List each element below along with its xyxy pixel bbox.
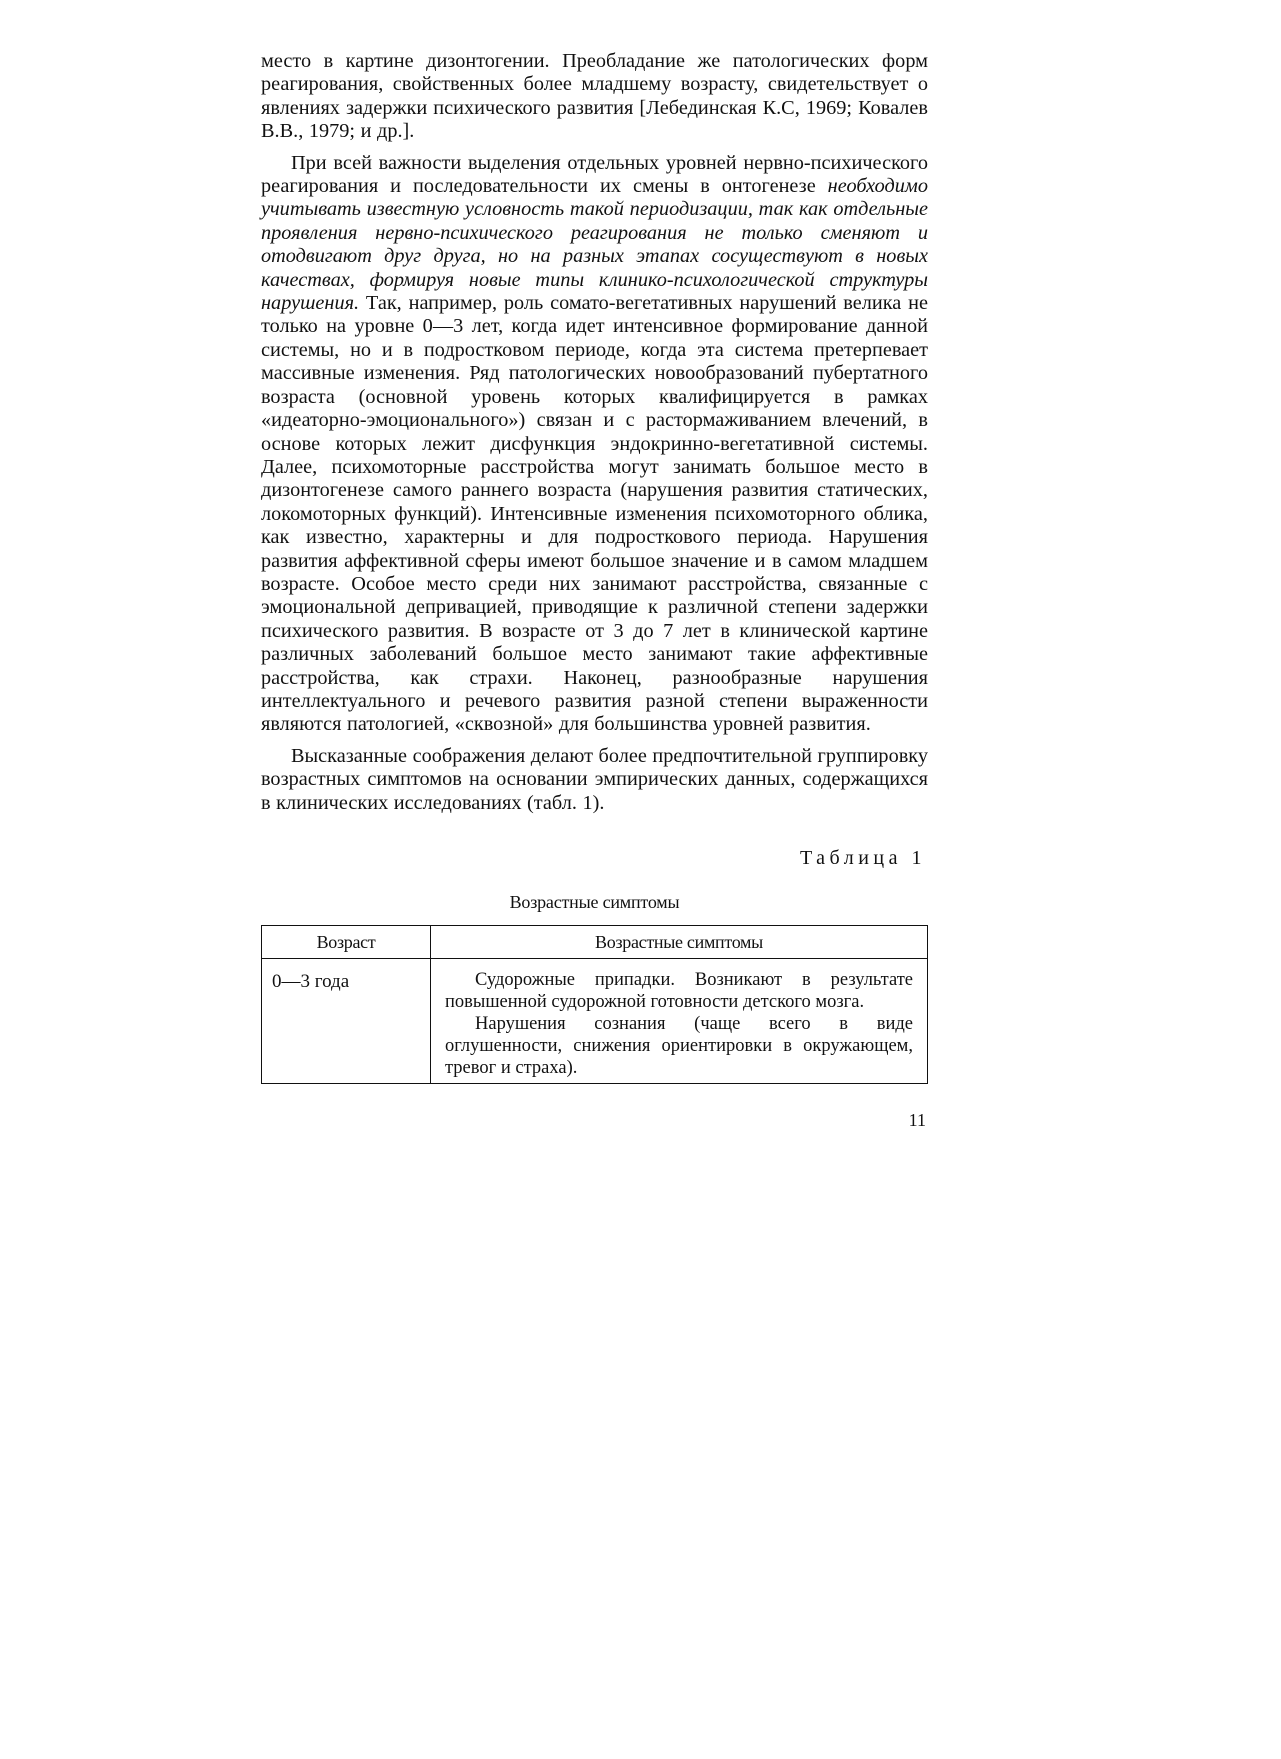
paragraph-2 [261,152,928,737]
paragraph-3: Высказанные соображения делают более предпочтительной группировку возрастных симптомов на основании эмпирических данных, содержащихся в клинических исследованиях (табл. 1). [261,744,928,814]
table-header-row [262,926,928,959]
table-row [262,959,928,1084]
book-page [261,50,928,1131]
age-cell: 0—3 года [262,959,431,1084]
symptoms-cell [431,959,928,1084]
column-header-age: Возраст [262,926,431,959]
symptom-entry: Судорожные припадки. Возникают в результате повышенной судорожной готовности детского мозга. [445,970,913,1012]
age-symptoms-table [261,925,928,1084]
symptom-entry: Нарушения сознания (чаще всего в виде оглушенности, снижения ориентировки в окружающем, тревог и страха). [445,1014,913,1078]
table-title: Возрастные симптомы [509,892,680,912]
paragraph-2-italic-emphasis: необходимо учитывать известную условность такой периодизации, так как отдельные проявления нервно-психического реагирования не только сменяют и отодвигают друг друга, но на разных этапах сосуществуют в новых качествах, формируя новые типы клинико-психологической структуры нарушения. [261,175,928,315]
paragraph-1: место в картине дизонтогении. Преобладание же патологических форм реагирования, свойственных более младшему возрасту, свидетельствует о явлениях задержки психического развития [Лебединская К.С, 1969; Ковалев В.В., 1979; и др.]. [261,50,928,143]
page-number: 11 [908,1110,926,1130]
paragraph-2-text-start: При всей важности выделения отдельных уровней нервно-психического реагирования и последовательности их смены в онтогенезе [261,151,928,198]
column-header-symptoms: Возрастные симптомы [431,926,928,959]
paragraph-2-text-end: Так, например, роль сомато-вегетативных нарушений велика не только на уровне 0—3 лет, когда идет интенсивное формирование данной системы, но и в подростковом периоде, когда эта система претерпевает массивные изменения. Ряд патологических новообразований пубертатного возраста (основной уровень которых квалифицируется в рамках «идеаторно-эмоционального») связан и с растормаживанием влечений, в основе которых лежит дисфункция эндокринно-вегетативной системы. Далее, психомоторные расстройства могут занимать большое место в дизонтогенезе самого раннего возраста (нарушения развития статических, локомоторных функций). Интенсивные изменения психомоторного облика, как известно, характерны и для подросткового периода. Нарушения развития аффективной сферы имеют большое значение и в самом младшем возрасте. Особое место среди них занимают расстройства, связанные с эмоциональной депривацией, приводящие к различной степени задержки психического развития. В возрасте от 3 до 7 лет в клинической картине различных заболеваний большое место занимают такие аффективные расстройства, как страхи. Наконец, разнообразные нарушения интеллектуального и речевого развития разной степени выраженности являются патологией, «сквозной» для большинства уровней развития. [261,292,928,736]
table-label: Таблица 1 [799,847,926,869]
